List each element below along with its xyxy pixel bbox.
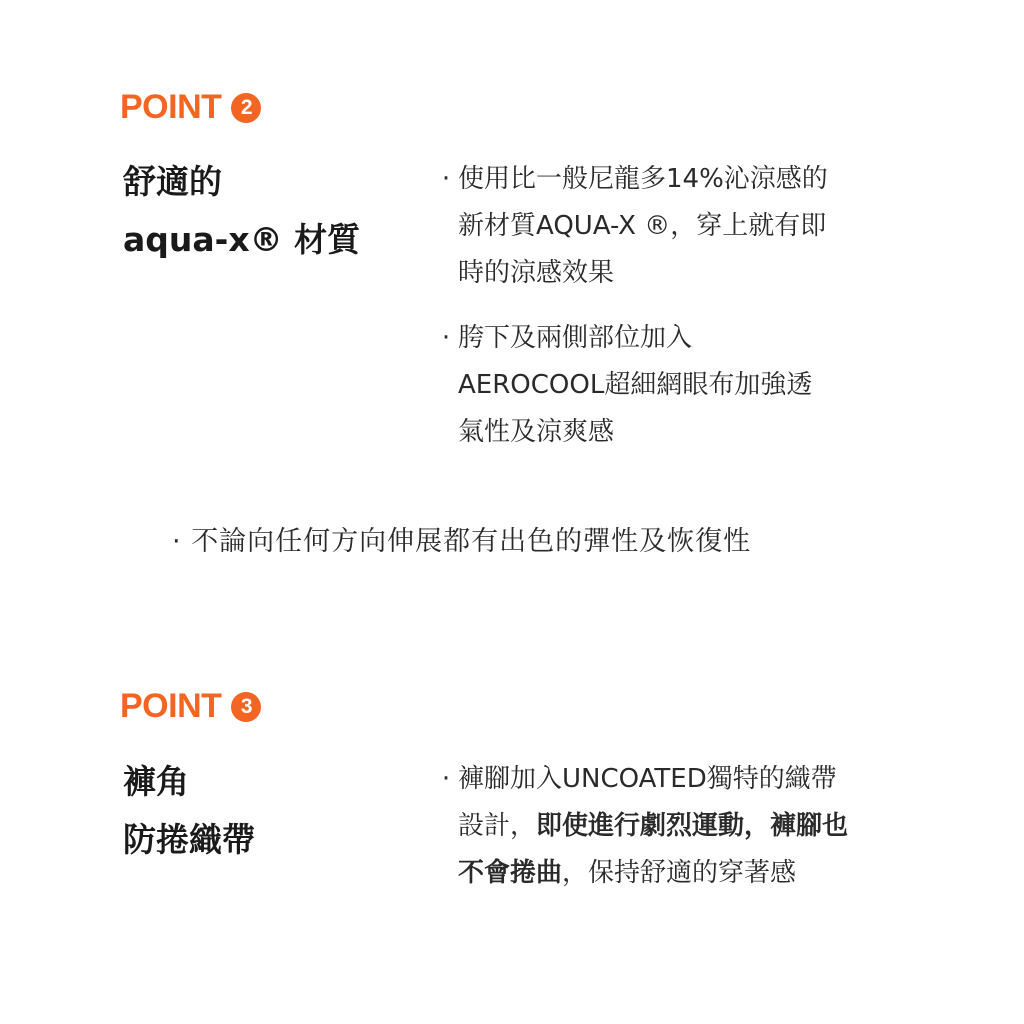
point-3-bullet-line-3-normal: ，保持舒適的穿著感: [562, 858, 797, 888]
point-3-heading: [123, 753, 255, 869]
point-2-bullet-1-text: [458, 156, 928, 297]
point-3-bullet-line-3-bold: 不會捲曲: [458, 858, 563, 888]
point-3-bullet-line-2: [458, 803, 948, 850]
point-2-number-badge: 2: [231, 93, 261, 123]
point-2-bullet-2-line-3: 氣性及涼爽感: [458, 417, 615, 447]
point-2-bullet-1-line-3: 時的涼感效果: [458, 258, 615, 288]
stretch-bullet: [172, 518, 751, 565]
point-2-heading-line-1: 舒適的: [123, 162, 222, 201]
point-3-heading-line-2: 防捲織帶: [123, 820, 255, 859]
point-2-heading-line-2: aqua-x® 材質: [123, 220, 361, 259]
point-2-title: [120, 88, 261, 127]
point-3-bullet: [428, 756, 948, 897]
point-2-bullet-2: [428, 315, 928, 456]
point-2-label: POINT: [120, 88, 222, 126]
point-3-number-badge: 3: [231, 692, 261, 722]
point-2-heading: [123, 153, 360, 269]
point-3-bullet-text: [458, 756, 948, 897]
bullet-dot: ·: [172, 526, 182, 557]
bullet-dot: ·: [441, 764, 451, 794]
bullet-dot: ·: [441, 323, 451, 353]
point-3-bullet-line-3: [458, 850, 948, 897]
point-2-bullet-2-line-1: 胯下及兩側部位加入: [458, 323, 693, 353]
point-3-heading-line-1: 褲角: [123, 762, 189, 801]
point-3-label: POINT: [120, 687, 222, 725]
point-3-title: [120, 687, 261, 726]
point-2-bullet-2-text: [458, 315, 928, 456]
bullet-dot: ·: [441, 164, 451, 194]
point-3-bullet-line-2-normal: 設計，: [458, 811, 537, 841]
point-2-bullet-1-line-2: 新材質AQUA-X ®，穿上就有即: [458, 211, 827, 241]
stretch-bullet-text: 不論向任何方向伸展都有出色的彈性及恢復性: [191, 526, 752, 557]
point-3-bullet-line-1: 褲腳加入UNCOATED獨特的織帶: [458, 764, 837, 794]
point-2-bullet-2-line-2: AEROCOOL超細網眼布加強透: [458, 370, 813, 400]
point-3-bullet-line-2-bold: 即使進行劇烈運動，褲腳也: [536, 811, 849, 841]
point-2-bullet-1-line-1: 使用比一般尼龍多14%沁涼感的: [458, 164, 828, 194]
point-2-bullet-1: [428, 156, 928, 297]
